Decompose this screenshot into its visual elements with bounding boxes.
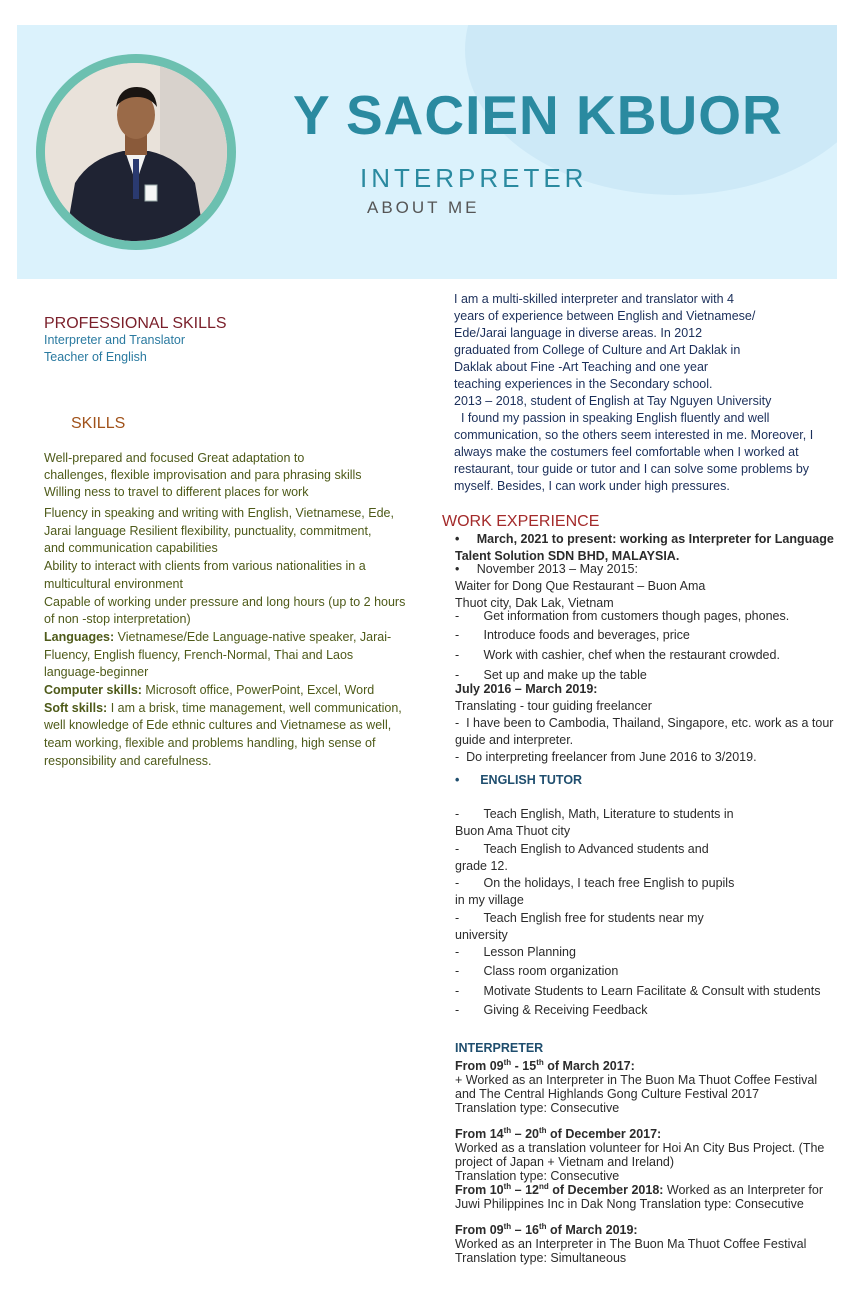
about-line: Daklak about Fine -Art Teaching and one year	[454, 360, 709, 374]
task-text: Teach English to Advanced students and	[483, 842, 709, 856]
about-line: years of experience between English and Vietnamese/	[454, 309, 756, 323]
job-1-company: Talent Solution SDN BHD, MALAYSIA.	[455, 549, 680, 563]
profile-photo-frame	[36, 54, 236, 250]
interp-entry-text: Translation type: Consecutive	[455, 1101, 620, 1115]
job-2-task: - Get information from customers though pages, phones.	[455, 609, 790, 623]
task-text: Class room organization	[483, 964, 619, 978]
languages-text: language-beginner	[44, 665, 149, 680]
tutor-task: - Motivate Students to Learn Facilitate & Consult with students	[455, 984, 821, 998]
skill-line: Well-prepared and focused Great adaptation to	[44, 451, 305, 465]
job-1: • March, 2021 to present: working as Interpreter for Language Talent Solution SDN BHD, MALAYSIA.	[455, 532, 834, 563]
about-text	[454, 291, 813, 495]
interp-entry-1-date: From 09th - 15th of March 2017:	[455, 1057, 635, 1073]
task-text: Giving & Receiving Feedback	[483, 1003, 648, 1017]
computer-skills-line	[44, 682, 405, 700]
task-text: Buon Ama Thuot city	[455, 824, 571, 838]
about-line: restaurant, tour guide or tutor and I can solve some problems by	[454, 462, 810, 476]
task-text: Lesson Planning	[483, 945, 576, 959]
soft-skills-text: team working, flexible and problems handling, high sense of	[44, 736, 376, 751]
skill-line: and communication capabilities	[44, 541, 218, 556]
interp-entry-1	[455, 1059, 817, 1115]
job-2-task: - Set up and make up the table	[455, 668, 647, 682]
task-text: Set up and make up the table	[483, 668, 647, 682]
task-text: grade 12.	[455, 859, 508, 873]
skill-line: Jarai language Resilient flexibility, punctuality, commitment,	[44, 523, 372, 538]
task-text: Get information from customers though pages, phones.	[483, 609, 790, 623]
about-line: 2013 – 2018, student of English at Tay Nguyen University	[454, 394, 772, 408]
task-text: Introduce foods and beverages, price	[483, 628, 690, 642]
candidate-name: Y SACIEN KBUOR	[293, 84, 783, 146]
job-3-text: - Do interpreting freelancer from June 2016 to 3/2019.	[455, 750, 757, 764]
task-text: in my village	[455, 893, 524, 907]
job-3-date: July 2016 – March 2019:	[455, 682, 598, 696]
interp-entry-4	[455, 1223, 806, 1265]
job-3	[455, 681, 833, 766]
tutor-task: - Lesson Planning	[455, 945, 576, 959]
about-line: I found my passion in speaking English fluently and well	[454, 411, 770, 425]
tutor-task: - Teach English to Advanced students and grade 12.	[455, 842, 709, 873]
soft-skills-text: I am a brisk, time management, well communication,	[107, 700, 402, 715]
about-line: always make the costumers feel comfortable when I worked at	[454, 445, 799, 459]
interp-entry-text: Juwi Philippines Inc in Dak Nong Translation type: Consecutive	[455, 1197, 804, 1211]
interpreter-heading: INTERPRETER	[455, 1041, 544, 1055]
languages-text: Fluency, English fluency, French-Normal, Thai and Laos	[44, 647, 354, 662]
job-2-task: - Work with cashier, chef when the restaurant crowded.	[455, 648, 780, 662]
skill-line: Capable of working under pressure and long hours (up to 2 hours	[44, 594, 406, 609]
skill-line: of non -stop interpretation)	[44, 612, 191, 627]
skills-block-1	[44, 450, 362, 501]
professional-skill-item: Interpreter and Translator	[44, 333, 186, 347]
job-2-task: - Introduce foods and beverages, price	[455, 628, 690, 642]
interp-entry-text: Translation type: Simultaneous	[455, 1251, 627, 1265]
profile-photo	[45, 63, 227, 241]
professional-skills-heading: PROFESSIONAL SKILLS	[44, 315, 227, 332]
skill-line: Ability to interact with clients from various nationalities in a	[44, 559, 366, 574]
skill-line: challenges, flexible improvisation and para phrasing skills	[44, 468, 362, 482]
tutor-task: - On the holidays, I teach free English to pupils in my village	[455, 876, 735, 907]
job-3-text: - I have been to Cambodia, Thailand, Singapore, etc. work as a tour	[455, 716, 834, 730]
interp-entry-text: Worked as a translation volunteer for Hoi An City Bus Project. (The	[455, 1141, 825, 1155]
job-2-text: Waiter for Dong Que Restaurant – Buon Ama	[455, 579, 706, 593]
task-text: Work with cashier, chef when the restaurant crowded.	[483, 648, 780, 662]
interp-entry-4-date: From 09th – 16th of March 2019:	[455, 1221, 638, 1237]
professional-skill-item: Teacher of English	[44, 350, 147, 364]
header-banner	[17, 25, 837, 279]
job-3-text: Translating - tour guiding freelancer	[455, 699, 652, 713]
about-line: myself. Besides, I can work under high pressures.	[454, 479, 730, 493]
languages-line	[44, 629, 405, 647]
about-line: teaching experiences in the Secondary school.	[454, 377, 713, 391]
task-text: Teach English free for students near my	[483, 911, 704, 925]
task-text: Motivate Students to Learn Facilitate & Consult with students	[483, 984, 821, 998]
interp-entry-text: and The Central Highlands Gong Culture Festival 2017	[455, 1087, 760, 1101]
job-2: • November 2013 – May 2015: Waiter for Dong Que Restaurant – Buon Ama Thuot city, Dak Lak, Vietnam	[455, 562, 706, 610]
tutor-task: - Teach English, Math, Literature to students in Buon Ama Thuot city	[455, 807, 734, 838]
soft-skills-text: well knowledge of Ede ethnic cultures and Vietnamese as well,	[44, 718, 392, 733]
soft-skills-line	[44, 700, 405, 718]
soft-skills-text: responsibility and carefulness.	[44, 753, 212, 768]
interp-entry-text: Translation type: Consecutive	[455, 1169, 620, 1183]
skills-block-2	[44, 505, 405, 771]
about-line: Ede/Jarai language in diverse areas. In 2012	[454, 326, 703, 340]
job-2-text: Thuot city, Dak Lak, Vietnam	[455, 596, 614, 610]
task-text: Teach English, Math, Literature to students in	[483, 807, 734, 821]
english-tutor-heading: • ENGLISH TUTOR	[455, 773, 583, 787]
interp-entry-2	[455, 1127, 824, 1211]
tutor-task: - Teach English free for students near my university	[455, 911, 704, 942]
job-2-date: November 2013 – May 2015:	[476, 562, 638, 576]
work-experience-heading: WORK EXPERIENCE	[442, 513, 600, 530]
job-1-title: March, 2021 to present: working as Interpreter for Language	[476, 532, 834, 546]
computer-skills-label: Computer skills:	[44, 683, 142, 698]
about-line: communication, so the others seem interested in me. Moreover, I	[454, 428, 814, 442]
languages-text: Vietnamese/Ede Language-native speaker, Jarai-	[114, 629, 392, 644]
about-line: graduated from College of Culture and Art Daklak in	[454, 343, 741, 357]
english-tutor-title: ENGLISH TUTOR	[480, 773, 583, 787]
skill-line: multicultural environment	[44, 576, 183, 591]
skill-line: Willing ness to travel to different places for work	[44, 485, 309, 499]
soft-skills-label: Soft skills:	[44, 700, 108, 715]
task-text: university	[455, 928, 508, 942]
skill-line: Fluency in speaking and writing with English, Vietnamese, Ede,	[44, 506, 394, 520]
professional-skills-list	[44, 332, 185, 366]
tutor-task: - Class room organization	[455, 964, 619, 978]
job-3-text: guide and interpreter.	[455, 733, 574, 747]
task-text: On the holidays, I teach free English to pupils	[483, 876, 735, 890]
skills-heading: SKILLS	[71, 415, 126, 432]
interp-entry-text: Worked as an Interpreter in The Buon Ma Thuot Coffee Festival	[455, 1237, 807, 1251]
tutor-task: - Giving & Receiving Feedback	[455, 1003, 648, 1017]
job-title: INTERPRETER	[360, 163, 588, 193]
about-line: I am a multi-skilled interpreter and translator with 4	[454, 292, 734, 306]
interp-entry-2-date: From 14th – 20th of December 2017:	[455, 1125, 662, 1141]
languages-label: Languages:	[44, 629, 115, 644]
computer-skills-text: Microsoft office, PowerPoint, Excel, Word	[141, 683, 375, 698]
interp-entry-3: From 10th – 12nd of December 2018: Worked as an Interpreter for	[455, 1181, 824, 1197]
about-me-heading: ABOUT ME	[367, 198, 480, 217]
interp-entry-text: project of Japan + Vietnam and Ireland)	[455, 1155, 675, 1169]
interp-entry-text: + Worked as an Interpreter in The Buon Ma Thuot Coffee Festival	[455, 1073, 818, 1087]
